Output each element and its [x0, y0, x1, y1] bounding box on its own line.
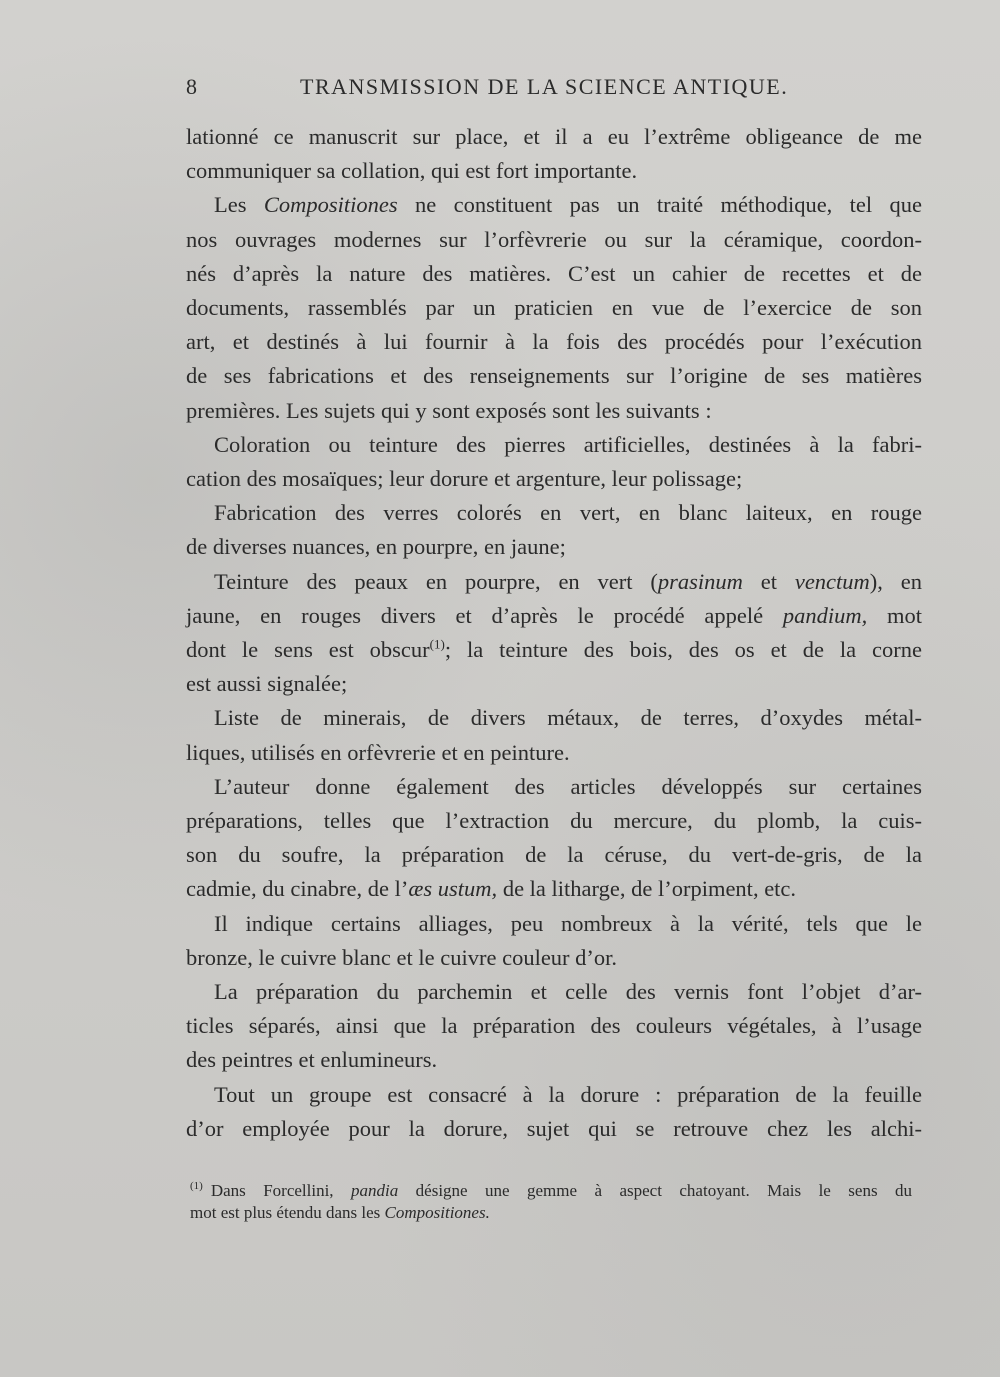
text-run: documents, rassemblés par un praticien en vue de l’exercice de son	[186, 295, 922, 321]
footnote-reference: (1)	[429, 636, 445, 652]
text-line	[186, 530, 922, 564]
text-line	[186, 1112, 922, 1146]
italic-term: pandium,	[782, 602, 868, 628]
text-line	[186, 462, 922, 496]
text-line	[186, 291, 922, 325]
text-run: des peintres et enlumineurs.	[186, 1047, 438, 1073]
footnote-marker: (1)	[190, 1180, 203, 1193]
text-line	[186, 804, 922, 838]
text-line	[186, 941, 922, 975]
text-line	[186, 1009, 922, 1043]
text-run: cadmie, du cinabre, de l’	[186, 876, 409, 902]
text-run: La préparation du parchemin et celle des vernis font l’objet d’ar-	[214, 979, 922, 1005]
text-run: désigne une gemme à aspect chatoyant. Mais le sens du	[398, 1181, 912, 1200]
text-line	[186, 325, 922, 359]
text-run: bronze, le cuivre blanc et le cuivre couleur d’or.	[186, 944, 618, 970]
italic-term: prasinum	[657, 568, 743, 594]
text-line	[190, 1202, 912, 1224]
text-run: d’or employée pour la dorure, sujet qui se retrouve chez les alchi-	[186, 1115, 922, 1141]
text-run: son du soufre, la préparation de la céruse, du vert-de-gris, de la	[186, 842, 922, 868]
text-line	[186, 599, 922, 633]
text-run: Tout un groupe est consacré à la dorure : préparation de la feuille	[214, 1081, 922, 1107]
italic-term: pandia	[351, 1181, 399, 1200]
text-line	[186, 257, 922, 291]
page-header	[186, 74, 816, 104]
text-line	[186, 394, 922, 428]
text-run: de diverses nuances, en pourpre, en jaune;	[186, 534, 566, 560]
text-run: mot	[867, 602, 922, 628]
text-run: nés d’après la nature des matières. C’est un cahier de recettes et de	[186, 260, 922, 286]
italic-term: Compositiones	[263, 192, 398, 218]
text-run: de la litharge, de l’orpiment, etc.	[497, 876, 797, 902]
text-line	[186, 428, 922, 462]
text-run: cation des mosaïques; leur dorure et argenture, leur polissage;	[186, 466, 743, 492]
running-title: TRANSMISSION DE LA SCIENCE ANTIQUE.	[300, 74, 789, 99]
text-run: Fabrication des verres colorés en vert, en blanc laiteux, en rouge	[214, 500, 922, 526]
text-run: Les	[214, 192, 264, 218]
text-run: lationné ce manuscrit sur place, et il a eu l’extrême obligeance de me	[186, 124, 922, 149]
footnote	[190, 1180, 912, 1224]
text-run: Coloration ou teinture des pierres artificielles, destinées à la fabri-	[214, 431, 922, 457]
italic-term: venctum	[794, 568, 870, 594]
text-line	[186, 633, 922, 667]
text-line	[186, 701, 922, 735]
text-run: Il indique certains alliages, peu nombreux à la vérité, tels que le	[214, 910, 922, 936]
text-run: ), en	[869, 568, 923, 594]
text-line	[190, 1180, 912, 1202]
text-line	[186, 838, 922, 872]
italic-term: æs ustum,	[408, 876, 498, 902]
text-line	[186, 770, 922, 804]
text-line	[186, 120, 922, 154]
body-text	[186, 120, 922, 1146]
text-line	[186, 736, 922, 770]
text-run: L’auteur donne également des articles développés sur certaines	[214, 773, 922, 799]
text-line	[186, 359, 922, 393]
text-line	[186, 872, 922, 906]
text-run: mot est plus étendu dans les	[190, 1203, 385, 1222]
text-line	[186, 154, 922, 188]
text-line	[186, 907, 922, 941]
page-number: 8	[186, 74, 199, 99]
text-run: nos ouvrages modernes sur l’orfèvrerie ou sur la céramique, coordon-	[186, 226, 922, 252]
text-run: jaune, en rouges divers et d’après le procédé appelé	[186, 602, 783, 628]
text-line	[186, 565, 922, 599]
text-run: de ses fabrications et des renseignements sur l’origine de ses matières	[186, 363, 922, 389]
text-line	[186, 975, 922, 1009]
text-run: premières. Les sujets qui y sont exposés sont les suivants :	[186, 397, 712, 423]
italic-term: Compositiones.	[384, 1203, 490, 1222]
text-run: préparations, telles que l’extraction du mercure, du plomb, la cuis-	[186, 808, 922, 834]
text-run: Teinture des peaux en pourpre, en vert (	[214, 568, 658, 594]
text-run: art, et destinés à lui fournir à la fois des procédés pour l’exécution	[186, 329, 922, 355]
text-run: communiquer sa collation, qui est fort importante.	[186, 158, 638, 184]
text-run: ; la teinture des bois, des os et de la corne	[444, 637, 922, 663]
text-run: ne constituent pas un traité méthodique, tel que	[397, 192, 922, 218]
text-line	[186, 1078, 922, 1112]
text-line	[186, 188, 922, 222]
text-line	[186, 223, 922, 257]
text-line	[186, 496, 922, 530]
text-run: et	[742, 568, 795, 594]
text-line	[186, 667, 922, 701]
text-run: Liste de minerais, de divers métaux, de terres, d’oxydes métal-	[214, 705, 922, 731]
text-line	[186, 1043, 922, 1077]
text-run: ticles séparés, ainsi que la préparation des couleurs végétales, à l’usage	[186, 1013, 922, 1039]
text-run: est aussi signalée;	[186, 671, 348, 697]
text-run: dont le sens est obscur	[186, 637, 430, 663]
text-run: liques, utilisés en orfèvrerie et en peinture.	[186, 739, 570, 765]
text-run: Dans Forcellini,	[210, 1181, 351, 1200]
